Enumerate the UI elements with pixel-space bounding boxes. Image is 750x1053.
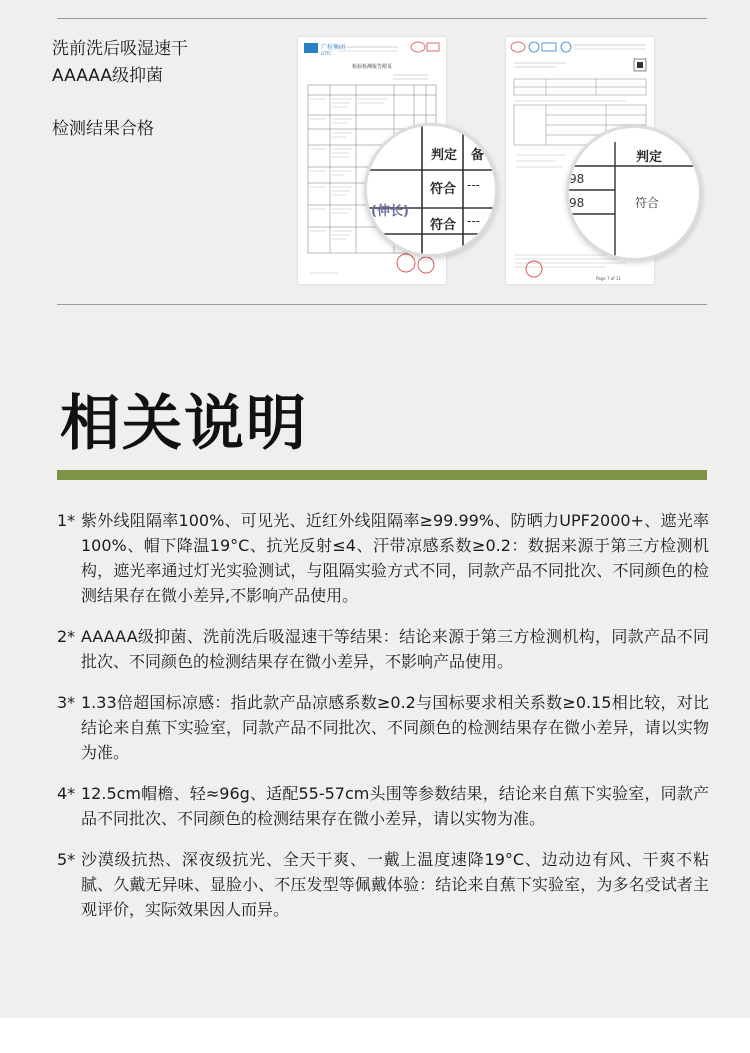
magnified-judgement-header: 判定 <box>431 148 458 163</box>
report-left-title: 检验检测报告附页 <box>351 64 393 70</box>
note-number: 3* <box>57 693 76 712</box>
cnas-mark-icon <box>427 43 439 51</box>
report-right-table-top <box>514 79 646 95</box>
magnifier-right <box>566 125 702 261</box>
note-number: 4* <box>57 784 76 803</box>
magnifier-left <box>364 123 498 257</box>
magnified-result: 符合 <box>635 196 660 210</box>
claim-antibacterial: AAAAA级抑菌 <box>52 66 164 86</box>
test-claims <box>52 36 252 143</box>
report-right-page-label: Page 7 of 11 <box>596 276 621 281</box>
section-title: 相关说明 <box>60 389 308 459</box>
note-number: 2* <box>57 627 76 646</box>
report-left-org: 广检集团 <box>321 44 346 51</box>
magnified-judgement-header: 判定 <box>636 150 663 165</box>
note-text: 紫外线阻隔率100%、可见光、近红外线阻隔率≥99.99%、防晒力UPF2000+、遮光率100%、帽下降温19°C、抗光反射≤4、汗带凉感系数≥0.2：数据来源于第三方检测机构，遮光率通过灯光实验测试，与阻隔实验方式不同，同款产品不同批次、不同颜色的检测结果存在微小差异,不影响产品使用。 <box>81 511 709 605</box>
ma-mark-icon <box>411 42 425 52</box>
magnified-result: 符合 <box>430 218 457 233</box>
note-text: 沙漠级抗热、深夜级抗光、全天干爽、一戴上温度速降19°C、边动边有风、干爽不粘腻、久戴无异味、显脸小、不压发型等佩戴体验：结论来自蕉下实验室，为多名受试者主观评价，实际效果因人而异。 <box>81 850 709 919</box>
middle-divider <box>57 304 707 305</box>
note-text: 1.33倍超国标凉感：指此款产品凉感系数≥0.2与国标要求相关系数≥0.15相比较，对比结论来自蕉下实验室，同款产品不同批次、不同颜色的检测结果存在微小差异，请以实物为准。 <box>81 693 709 762</box>
org-logo-icon <box>561 42 571 52</box>
note-text: AAAAA级抑菌、洗前洗后吸湿速干等结果：结论来源于第三方检测机构，同款产品不同批次、不同颜色的检测结果存在微小差异，不影响产品使用。 <box>81 627 709 671</box>
claim-test-passed: 检测结果合格 <box>52 119 154 139</box>
note-text: 12.5cm帽檐、轻≈96g、适配55-57cm头围等参数结果，结论来自蕉下实验室，同款产品不同批次、不同颜色的检测结果存在微小差异，请以实物为准。 <box>81 784 709 828</box>
top-divider <box>57 18 707 19</box>
ilac-mark-icon <box>529 42 539 52</box>
magnified-value-fragment: 98 <box>569 196 585 210</box>
title-accent-bar <box>57 470 707 480</box>
note-item <box>57 781 709 831</box>
cnas-mark-icon <box>542 43 556 51</box>
magnified-fragment: (伸长) <box>371 204 409 219</box>
claim-quick-dry: 洗前洗后吸湿速干 <box>52 39 188 59</box>
magnified-result: 符合 <box>430 182 457 197</box>
note-item <box>57 847 709 922</box>
magnified-value-fragment: 98 <box>569 172 585 186</box>
magnified-header-fragment: 备 <box>471 148 485 163</box>
note-item <box>57 690 709 765</box>
note-number: 5* <box>57 850 76 869</box>
note-number: 1* <box>57 511 76 530</box>
official-stamp-icon <box>397 254 415 272</box>
gttc-logo-icon <box>304 43 318 53</box>
magnified-dash: --- <box>467 214 480 228</box>
official-stamp-icon <box>418 257 434 273</box>
note-item <box>57 508 709 608</box>
note-item <box>57 624 709 674</box>
magnified-dash: --- <box>467 178 480 192</box>
ma-mark-icon <box>511 42 525 52</box>
report-left-org-en: GTTC <box>321 51 332 56</box>
notes-list <box>57 508 709 938</box>
official-stamp-icon <box>526 261 542 277</box>
